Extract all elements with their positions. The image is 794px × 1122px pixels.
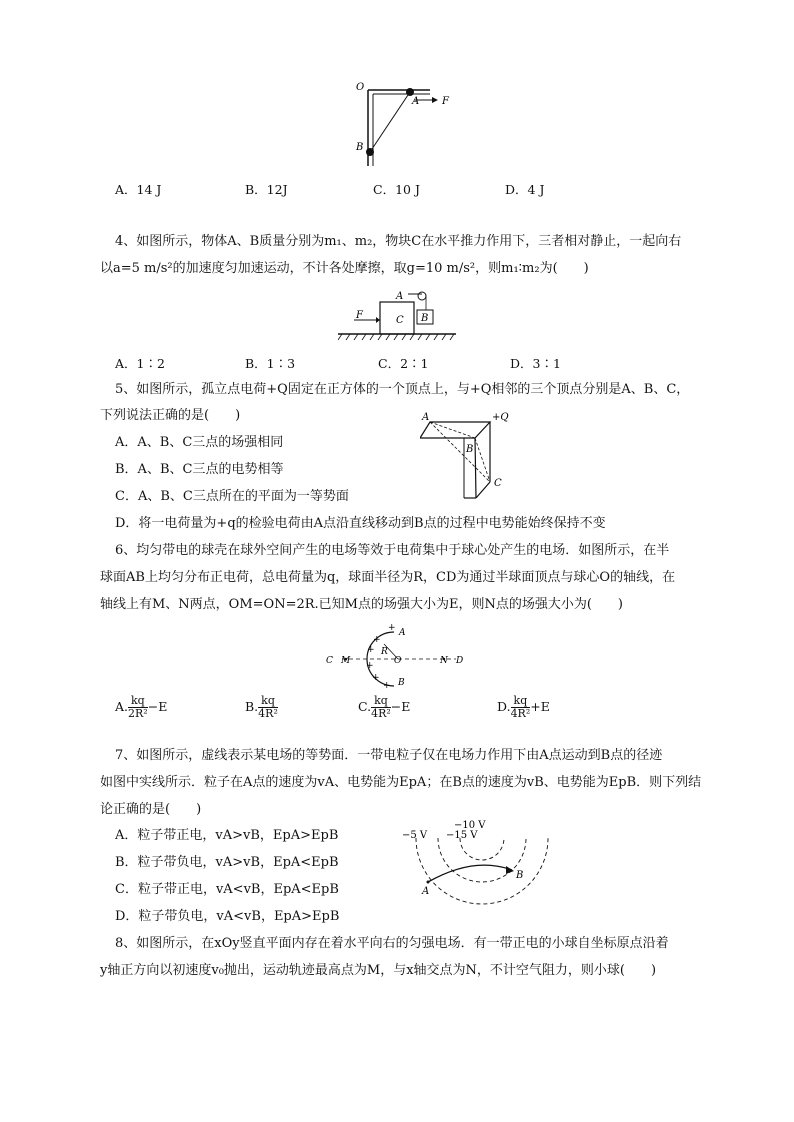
q8-stem-line2: y轴正方向以初速度v₀抛出，运动轨迹最高点为M，与x轴交点为N，不计空气阻力，则小球( ) [100, 963, 657, 978]
figure-blocks [338, 288, 458, 342]
plus-sign: + [388, 623, 396, 633]
label-D: D [456, 656, 464, 666]
label-B: B [516, 870, 524, 881]
label-F: F [442, 96, 449, 107]
label-Q: +Q [492, 412, 509, 423]
label-B: B [466, 444, 474, 455]
q4-stem-line2: 以a=5 m/s²的加速度匀加速运动，不计各处摩擦，取g=10 m/s²，则m₁∶m₂为( ) [100, 261, 589, 276]
label-O: O [356, 82, 365, 93]
q6-stem-line2: 球面AB上均匀分布正电荷，总电荷量为q，球面半径为R，CD为通过半球面顶点与球心O的轴线，在 [100, 570, 676, 585]
plus-sign: + [372, 673, 380, 683]
figure-cube [420, 408, 520, 506]
q7-option-a: A．粒子带正电，vA>vB，EpA>EpB [115, 828, 339, 843]
plus-sign: + [373, 635, 381, 645]
label-C: C [494, 478, 502, 489]
q7-option-b: B．粒子带负电，vA>vB，EpA<EpB [115, 855, 339, 870]
label-O: O [394, 656, 402, 666]
figure-rod-slider [350, 78, 460, 168]
label-F: F [356, 310, 363, 321]
q6-stem-line3: 轴线上有M、N两点，OM=ON=2R.已知M点的场强大小为E，则N点的场强大小为( ) [100, 597, 623, 612]
label-minus5v: −5 V [402, 830, 428, 841]
q7-stem-line1: 7、如图所示，虚线表示某电场的等势面．一带电粒子仅在电场力作用下由A点运动到B点的径迹 [115, 748, 663, 763]
label-A: A [422, 412, 430, 423]
q6-option-b: B. $\frac{kq}{\text{4R²}}$ [245, 694, 278, 720]
q6-option-c: C. $\frac{kq}{\text{4R²}}$ −E [358, 694, 411, 720]
q4-stem-line1: 4、如图所示，物体A、B质量分别为m₁、m₂，物块C在水平推力作用下，三者相对静止，一起向右 [115, 234, 682, 249]
label-B: B [356, 142, 364, 153]
q3-option-d: D．4 J [505, 182, 545, 197]
q3-option-b: B．12J [245, 182, 288, 197]
q6-option-d: D. $\frac{kq}{\text{4R²}}$ +E [497, 694, 550, 720]
q5-option-c: C．A、B、C三点所在的平面为一等势面 [115, 489, 349, 504]
q4-option-b: B．1∶3 [245, 356, 296, 371]
q5-option-d: D．将一电荷量为+q的检验电荷由A点沿直线移动到B点的过程中电势能始终保持不变 [115, 516, 606, 531]
q5-stem-line1: 5、如图所示，孤立点电荷+Q固定在正方体的一个顶点上，与+Q相邻的三个顶点分别是A、B、C， [115, 382, 690, 397]
label-A: A [422, 886, 430, 897]
figure-equipotential [394, 816, 564, 914]
q7-stem-line3: 论正确的是( ) [100, 802, 202, 817]
label-minus10v: −10 V [454, 820, 486, 831]
label-N: N [440, 656, 448, 666]
q3-option-c: C．10 J [373, 182, 420, 197]
q4-option-d: D．3∶1 [510, 356, 561, 371]
label-B: B [421, 313, 429, 324]
plus-sign: + [366, 661, 374, 671]
label-M: M [341, 656, 351, 666]
label-C: C [396, 315, 404, 326]
q7-option-d: D．粒子带负电，vA<vB，EpA>EpB [115, 909, 340, 924]
q6-stem-line1: 6、均匀带电的球壳在球外空间产生的电场等效于电荷集中于球心处产生的电场．如图所示，在半 [115, 543, 670, 558]
q4-option-c: C．2∶1 [378, 356, 429, 371]
q8-stem-line1: 8、如图所示，在xOy竖直平面内存在着水平向右的匀强电场．有一带正电的小球自坐标原点沿着 [115, 936, 669, 951]
plus-sign: + [367, 645, 375, 655]
label-A: A [412, 96, 420, 107]
q3-option-a: A．14 J [115, 182, 162, 197]
label-A: A [399, 628, 406, 638]
plus-sign: + [383, 681, 391, 688]
label-A: A [396, 291, 404, 302]
label-R: R [381, 647, 388, 657]
label-minus15v: −15 V [446, 830, 478, 841]
q5-stem-line2: 下列说法正确的是( ) [100, 408, 241, 423]
q5-option-a: A．A、B、C三点的场强相同 [115, 435, 284, 450]
label-B: B [398, 678, 405, 688]
q5-option-b: B．A、B、C三点的电势相等 [115, 462, 284, 477]
q6-option-a: A. $\frac{kq}{\text{2R²}}$ −E [115, 694, 168, 720]
q7-stem-line2: 如图中实线所示．粒子在A点的速度为vA、电势能为EpA；在B点的速度为vB、电势能为EpB．则下列结 [100, 775, 702, 790]
label-C: C [326, 656, 333, 666]
figure-hemisphere [326, 622, 468, 688]
q7-option-c: C．粒子带正电，vA<vB，EpA<EpB [115, 882, 339, 897]
q4-option-a: A．1∶2 [115, 356, 165, 371]
